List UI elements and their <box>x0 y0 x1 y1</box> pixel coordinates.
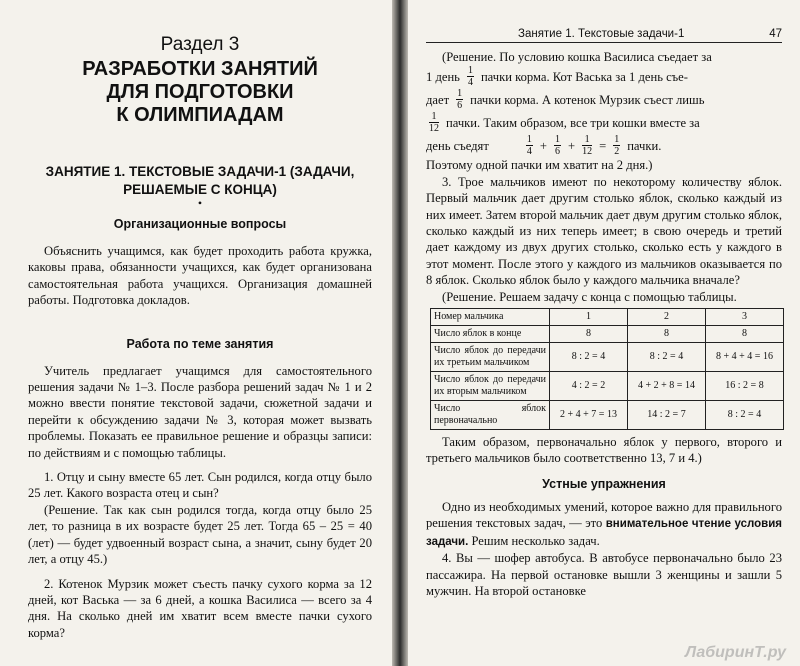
oral-text: Одно из необходимых умений, которое важно для правильного решения текстовых задач, — это <box>426 499 782 531</box>
subhead-oral-exercises: Устные упражнения <box>542 476 666 491</box>
fraction-one-quarter: $\frac{1}{4}$ <box>467 65 473 89</box>
paragraph-organization: Объяснить учащимся, как будет проходить работа кружка, каковы права, обязанности учащихся, как будет организована самостоятельная работа учащихся. Организация домашней работы. Подготовка докладов. <box>28 244 372 308</box>
task-3-conclusion: Таким образом, первоначально яблок у первого, второго и третьего мальчиков было соответственно 13, 7 и 4.) <box>426 435 782 466</box>
table-header-cell: Номер мальчика <box>431 309 550 326</box>
lesson-title <box>28 163 372 199</box>
task-3: 3. Трое мальчиков имеют по некоторому количеству яблок. Первый мальчик дает другим столько яблок, сколько каждый из них имеет. Затем второй мальчик дает двум другим столько яблок, сколько каждый из них теперь имеет; в свою очередь и третий дает каждому из двух других столько, сколько есть у каждого в этот момент. После этого у каждого из мальчиков оказывается по 8 яблок. Сколько яблок было у каждого мальчика вначале? <box>426 174 782 288</box>
task-1-solution: (Решение. Так как сын родился тогда, когда отцу было 25 лет, то разница в их возрасте будет 25 лет. Тогда 65 – 25 = 40 (лет) — будет удвоенный возраст сына, а значит, сыну будет 20 лет, а отцу 45.) <box>28 502 372 567</box>
solution-formula-line <box>426 134 782 157</box>
table-cell: 2 + 4 + 7 = 13 <box>550 401 628 430</box>
section-label: Раздел 3 <box>160 34 240 55</box>
solution-line <box>426 88 782 111</box>
table-header-row <box>431 309 784 326</box>
watermark-logo: ЛабиринТ.ру <box>685 644 786 661</box>
table-row <box>431 372 784 401</box>
lesson-title-line: ЗАНЯТИЕ 1. ТЕКСТОВЫЕ ЗАДАЧИ-1 (ЗАДАЧИ, <box>45 164 355 179</box>
table-row <box>431 326 784 343</box>
left-page <box>0 0 392 666</box>
fraction-one-twelfth: $\frac{1}{12}$ <box>429 111 439 135</box>
task-2: 2. Котенок Мурзик может съесть пачку сухого корма за 12 дней, кот Васька — за 6 дней, а кошка Василиса — всего за 4 дня. На сколько дней им хватит всем вместе пачки сухого корма? <box>28 576 372 640</box>
table-cell: Число яблок в конце <box>431 326 550 343</box>
table-cell: Число яблок первоначально <box>431 401 550 430</box>
section-title-line: ДЛЯ ПОДГОТОВКИ <box>106 81 294 103</box>
task-1: 1. Отцу и сыну вместе 65 лет. Сын родился, когда отцу было 25 лет. Какого возраста отец и сын? <box>28 470 372 501</box>
equals-sign: = <box>599 138 607 153</box>
running-title: Занятие 1. Текстовые задачи-1 <box>518 28 685 40</box>
solution-text: пачки. <box>627 138 662 153</box>
plus-sign: + <box>539 138 547 153</box>
solution-line <box>426 111 782 134</box>
table-cell: 8 <box>628 326 706 343</box>
plus-sign: + <box>567 138 576 153</box>
solution-line <box>426 65 782 88</box>
task-2-solution <box>426 49 782 174</box>
fraction-one-sixth: $\frac{1}{6}$ <box>554 134 560 158</box>
subhead-organizational: Организационные вопросы <box>113 217 287 231</box>
solution-text: день съедят <box>426 138 489 153</box>
table-header-cell: 2 <box>628 309 706 326</box>
table-header-cell: 1 <box>550 309 628 326</box>
section-title <box>28 58 372 127</box>
table-cell: 16 : 2 = 8 <box>706 372 784 401</box>
table-cell: Число яблок до передачи их вторым мальчиком <box>431 372 550 401</box>
solution-text: 1 день <box>426 69 460 84</box>
table-cell: 8 + 4 + 4 = 16 <box>706 343 784 372</box>
solution-text: пачки. Таким образом, все три кошки вместе за <box>446 115 700 130</box>
solution-text: пачки корма. Кот Васька за 1 день съе- <box>480 69 688 84</box>
table-row <box>431 401 784 430</box>
table-cell: 8 : 2 = 4 <box>550 343 628 372</box>
book-gutter <box>392 0 408 666</box>
solution-text: пачки корма. А котенок Мурзик съест лишь <box>470 92 705 107</box>
running-head <box>426 28 782 43</box>
table-cell: 8 : 2 = 4 <box>628 343 706 372</box>
fraction-one-twelfth: $\frac{1}{12}$ <box>582 134 593 158</box>
oral-intro <box>426 499 782 550</box>
lesson-title-line: РЕШАЕМЫЕ С КОНЦА) <box>123 182 277 197</box>
table-cell: Число яблок до передачи их третьим мальчиком <box>431 343 550 372</box>
apples-table <box>430 308 784 430</box>
table-cell: 4 : 2 = 2 <box>550 372 628 401</box>
subhead-lesson-work: Работа по теме занятия <box>126 336 274 351</box>
table-cell: 8 <box>550 326 628 343</box>
fraction-one-sixth: $\frac{1}{6}$ <box>457 88 463 112</box>
task-4: 4. Вы — шофер автобуса. В автобусе первоначально было 23 пассажира. На первой остановке вышли 3 женщины и зашли 5 мужчин. На второй остановке <box>426 551 782 598</box>
table-cell: 8 <box>706 326 784 343</box>
right-page <box>408 0 800 666</box>
table-header-cell: 3 <box>706 309 784 326</box>
bullet-mark: • <box>197 196 203 210</box>
solution-line: (Решение. По условию кошка Василиса съедает за <box>442 50 712 64</box>
table-cell: 14 : 2 = 7 <box>628 401 706 430</box>
section-title-line: К ОЛИМПИАДАМ <box>116 104 284 126</box>
paragraph-teacher: Учитель предлагает учащимся для самостоятельного решения задачи № 1–3. После разбора решений задач № 1 и 2 можно ввести понятие текстовой задачи, сюжетной задачи и перейти к обсуждению задачи № 3, которая может вызвать проблемы. Показать ее правильное решение и образцы записи: по действиям и с помощью таблицы. <box>28 363 372 460</box>
fraction-one-half: $\frac{1}{2}$ <box>614 134 620 158</box>
solution-line: Поэтому одной пачки им хватит на 2 дня.) <box>426 158 653 173</box>
task-3-solution: (Решение. Решаем задачу с конца с помощью таблицы. <box>442 289 737 304</box>
oral-emphasis: внимательное чтение условия задачи. <box>426 518 782 548</box>
table-cell: 8 : 2 = 4 <box>706 401 784 430</box>
oral-text: Решим несколько задач. <box>468 533 600 548</box>
fraction-one-quarter: $\frac{1}{4}$ <box>526 134 532 158</box>
section-title-line: РАЗРАБОТКИ ЗАНЯТИЙ <box>82 58 318 80</box>
page-number: 47 <box>769 28 782 40</box>
table-cell: 4 + 2 + 8 = 14 <box>628 372 706 401</box>
table-row <box>431 343 784 372</box>
solution-text: дает <box>426 92 450 107</box>
